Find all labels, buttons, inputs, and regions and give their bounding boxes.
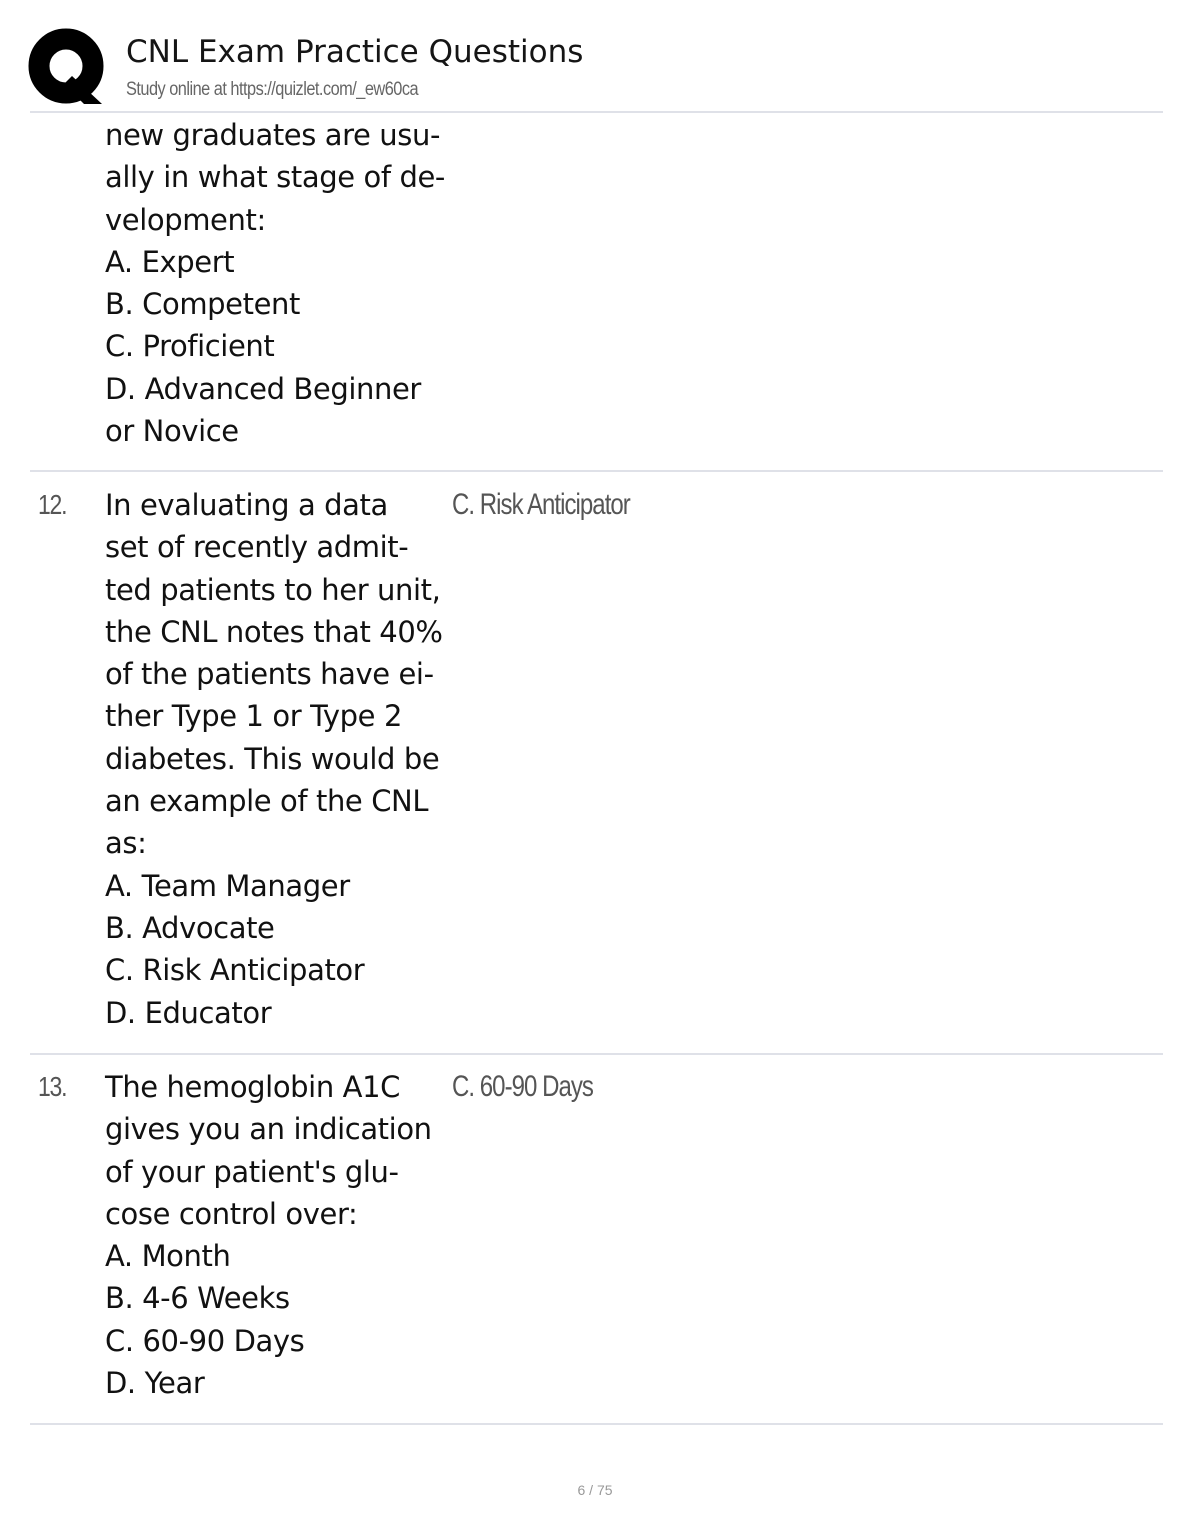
question-line: D. Year — [105, 1366, 205, 1401]
question-line: cose control over: — [105, 1196, 358, 1231]
question-line: C. Risk Anticipator — [105, 953, 365, 988]
question-line: ther Type 1 or Type 2 — [105, 699, 402, 734]
question-line: A. Month — [105, 1239, 231, 1274]
page-number: 6 / 75 — [577, 1482, 613, 1498]
question-text-continued — [105, 114, 450, 452]
question-line: gives you an indication — [105, 1112, 432, 1147]
question-line: C. 60-90 Days — [105, 1323, 305, 1358]
card-number: 12. — [38, 489, 67, 520]
question-line: D. Educator — [105, 995, 272, 1030]
question-line: A. Team Manager — [105, 868, 350, 903]
question-line: ted patients to her unit, — [105, 572, 441, 607]
question-line: A. Expert — [105, 244, 235, 279]
answer-text: C. 60-90 Days — [452, 1070, 593, 1103]
question-line: B. Advocate — [105, 910, 275, 945]
question-line: In evaluating a data — [105, 488, 388, 522]
page-title: CNL Exam Practice Questions — [126, 34, 584, 70]
question-line: of your patient's glu- — [105, 1154, 399, 1189]
question-line: B. Competent — [105, 287, 300, 322]
card-number: 13. — [38, 1071, 67, 1102]
study-online-link-text: Study online at https://quizlet.com/_ew60ca — [126, 79, 419, 100]
header-divider — [30, 111, 1163, 113]
page-header — [0, 0, 1190, 112]
question-line: of the patients have ei- — [105, 657, 434, 692]
question-text — [105, 1066, 450, 1404]
question-line: an example of the CNL — [105, 784, 429, 819]
question-line: set of recently admit- — [105, 530, 409, 565]
question-line: as: — [105, 826, 147, 861]
quizlet-logo-icon — [28, 28, 110, 110]
question-line: new graduates are usu- — [105, 118, 441, 152]
question-line: the CNL notes that 40% — [105, 614, 443, 649]
question-line: The hemoglobin A1C — [105, 1070, 400, 1104]
question-line: diabetes. This would be — [105, 741, 440, 776]
question-line: D. Advanced Beginner — [105, 371, 421, 406]
question-line: velopment: — [105, 202, 266, 237]
card-divider — [30, 1053, 1163, 1055]
card-divider — [30, 470, 1163, 472]
question-line: ally in what stage of de- — [105, 160, 445, 195]
card-divider — [30, 1423, 1163, 1425]
question-line: C. Proficient — [105, 329, 275, 364]
answer-text: C. Risk Anticipator — [452, 488, 630, 521]
question-line: or Novice — [105, 414, 239, 449]
question-line: B. 4-6 Weeks — [105, 1281, 290, 1316]
question-text — [105, 484, 450, 1034]
